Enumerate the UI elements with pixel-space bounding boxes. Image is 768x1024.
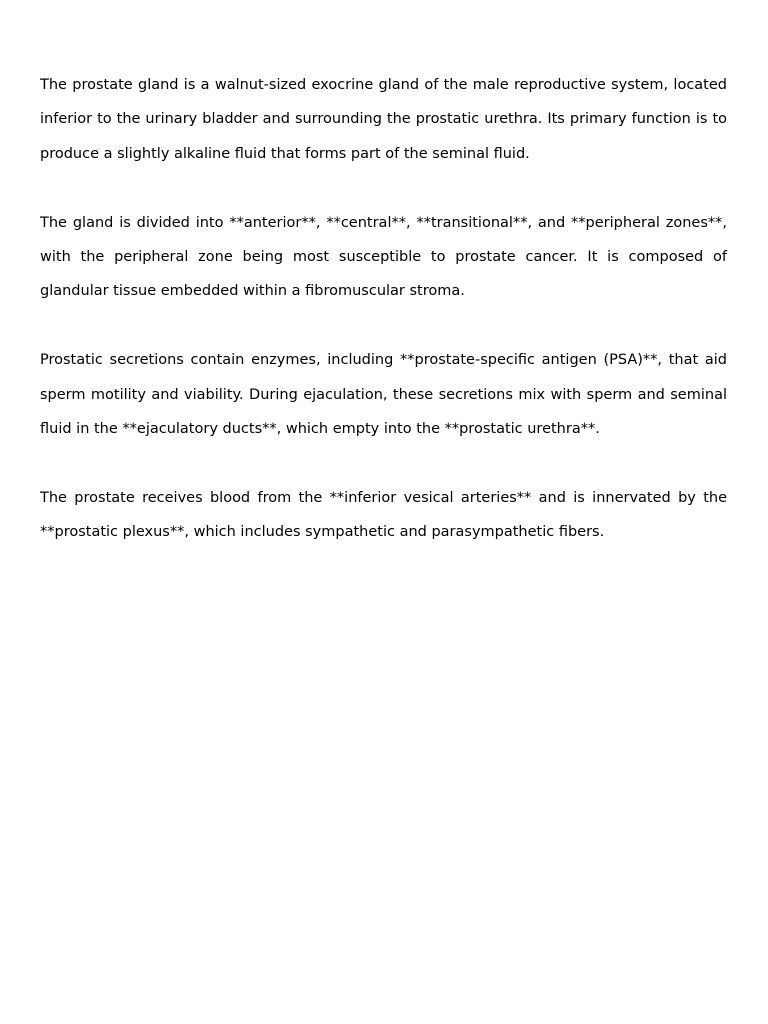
paragraph-structure-location: The prostate gland is a walnut-sized exocrine gland of the male reproductive system, located inferior to the urinary bladder and surrounding the prostatic urethra. Its primary function is to produce a slightly alkaline fluid that forms part of the seminal fluid. [40, 77, 727, 162]
paragraph-secretions: Prostatic secretions contain enzymes, including **prostate-specific antigen (PSA)**, that aid sperm motility and viability. During ejaculation, these secretions mix with sperm and seminal fluid in the **ejaculatory ducts**, which empty into the **prostatic urethra**. [40, 352, 727, 438]
document-body [40, 68, 727, 584]
paragraph-blood-nerve-supply: The prostate receives blood from the **inferior vesical arteries** and is innervated by the **prostatic plexus**, which includes sympathetic and parasympathetic fibers. [40, 489, 727, 541]
paragraph-zones: The gland is divided into **anterior**, **central**, **transitional**, and **peripheral zones**, with the peripheral zone being most susceptible to prostate cancer. It is composed of glandular tissue embedded within a fibromuscular stroma. [40, 214, 727, 300]
